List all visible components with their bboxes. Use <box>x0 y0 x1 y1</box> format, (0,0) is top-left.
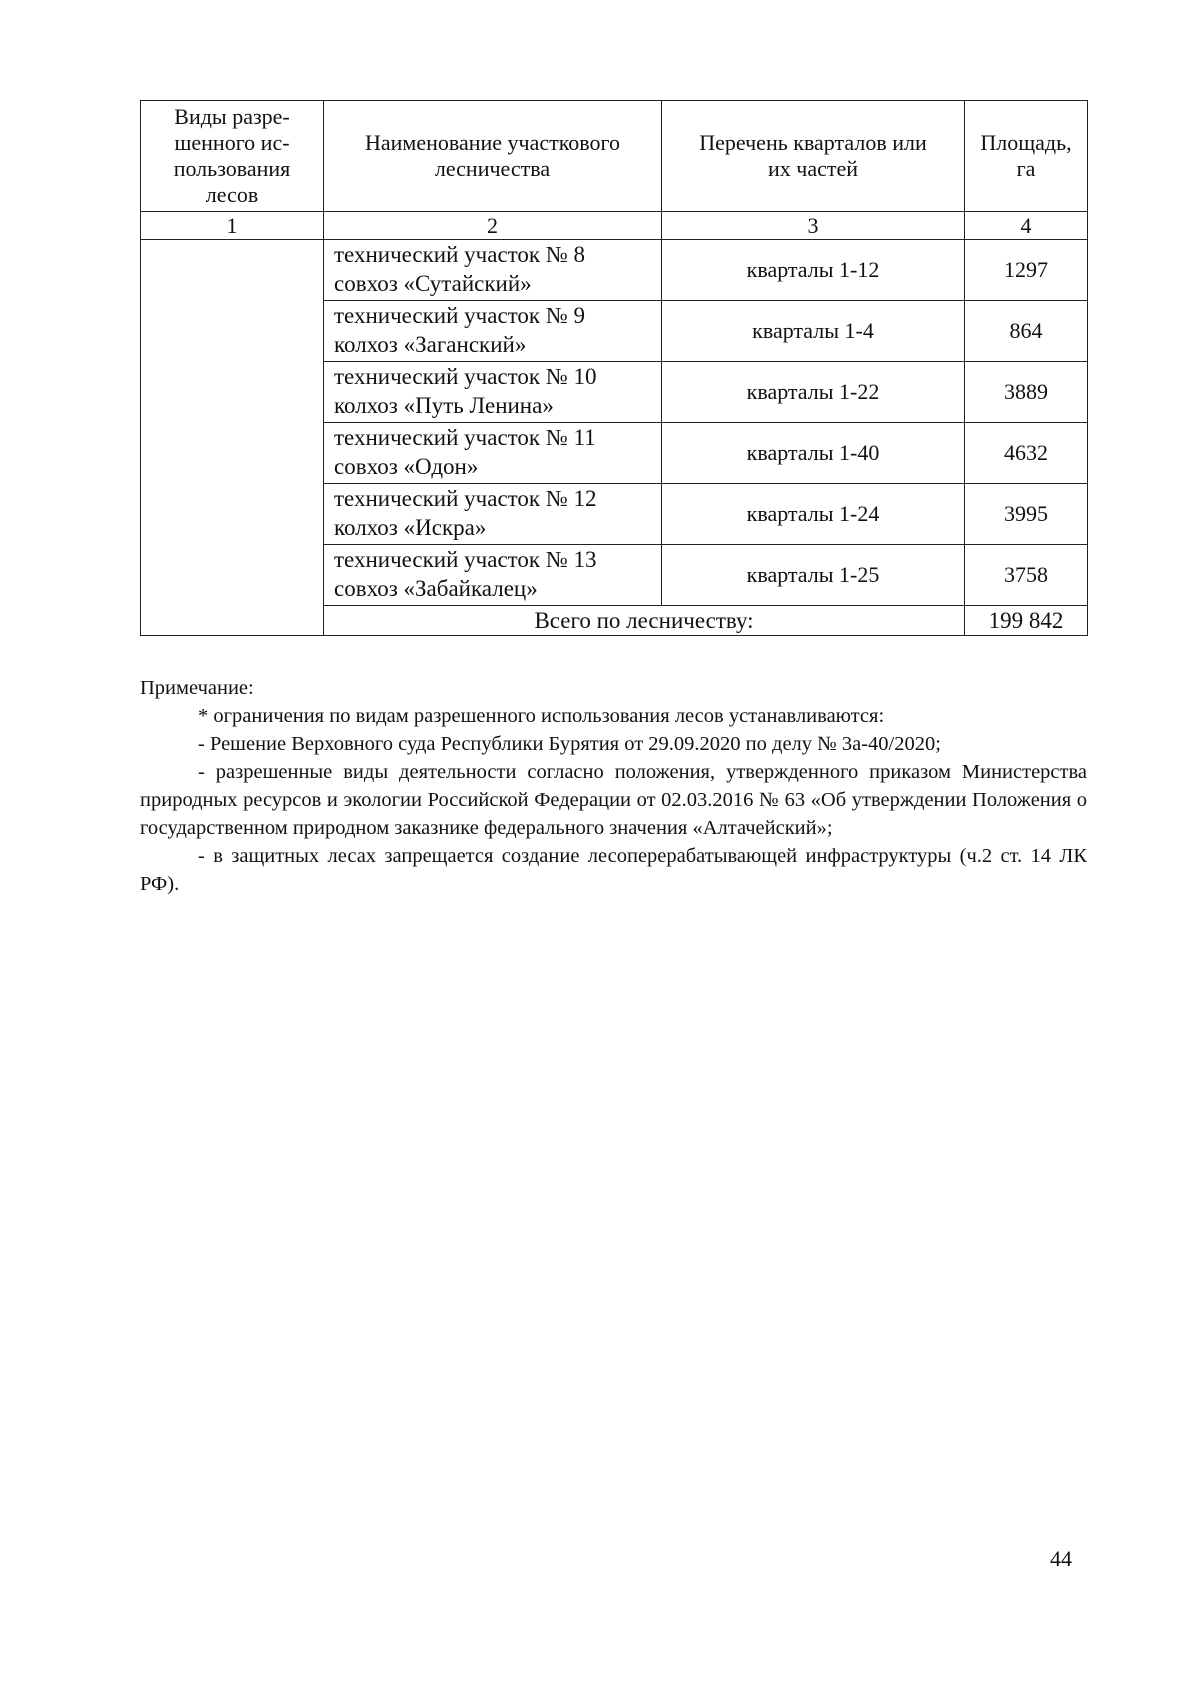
name-line: технический участок № 9 <box>334 303 586 328</box>
column-number: 4 <box>965 212 1088 240</box>
name-line: колхоз «Искра» <box>334 515 487 540</box>
quarters-cell: кварталы 1-22 <box>662 362 965 423</box>
area-cell: 3995 <box>965 484 1088 545</box>
note-item: - разрешенные виды деятельности согласно положения, утвержденного приказом Министерства природных ресурсов и экологии Российской Федерации от 02.03.2016 № 63 «Об утверждении Положения о государственном природном заказнике федерального значения «Алтачейский»; <box>140 761 1087 839</box>
header-line: пользования <box>173 156 291 181</box>
table-row <box>141 240 1088 301</box>
quarters-cell: кварталы 1-24 <box>662 484 965 545</box>
total-value: 199 842 <box>965 606 1088 636</box>
header-line: лесов <box>205 182 259 207</box>
name-line: технический участок № 11 <box>334 425 596 450</box>
use-type-cell <box>141 240 324 636</box>
header-line: шенного ис- <box>174 130 290 155</box>
area-cell: 3889 <box>965 362 1088 423</box>
total-label: Всего по лесничеству: <box>324 606 965 636</box>
area-cell: 3758 <box>965 545 1088 606</box>
quarters-cell: кварталы 1-4 <box>662 301 965 362</box>
forestry-name-cell <box>324 240 662 301</box>
name-line: совхоз «Одон» <box>334 454 479 479</box>
quarters-cell: кварталы 1-12 <box>662 240 965 301</box>
area-cell: 4632 <box>965 423 1088 484</box>
page-number: 44 <box>1050 1546 1072 1571</box>
name-line: технический участок № 13 <box>334 547 597 572</box>
note-item: - Решение Верховного суда Республики Бурятия от 29.09.2020 по делу № 3а-40/2020; <box>198 733 941 755</box>
header-quarters-list <box>662 101 965 212</box>
header-use-type <box>141 101 324 212</box>
quarters-cell: кварталы 1-25 <box>662 545 965 606</box>
header-line: Виды разре- <box>174 104 290 129</box>
header-area <box>965 101 1088 212</box>
name-line: технический участок № 12 <box>334 486 597 511</box>
header-line: их частей <box>767 156 859 181</box>
header-forestry-name <box>324 101 662 212</box>
forestry-name-cell <box>324 545 662 606</box>
area-cell: 1297 <box>965 240 1088 301</box>
area-cell: 864 <box>965 301 1088 362</box>
name-line: колхоз «Заганский» <box>334 332 527 357</box>
name-line: совхоз «Сутайский» <box>334 271 532 296</box>
header-line: Площадь, <box>980 130 1072 155</box>
name-line: совхоз «Забайкалец» <box>334 576 538 601</box>
header-line: лесничества <box>434 156 551 181</box>
note-item: * ограничения по видам разрешенного использования лесов устанавливаются: <box>198 705 885 727</box>
name-line: технический участок № 8 <box>334 242 586 267</box>
column-number: 2 <box>324 212 662 240</box>
column-number-row <box>141 212 1088 240</box>
quarters-cell: кварталы 1-40 <box>662 423 965 484</box>
forestry-name-cell <box>324 362 662 423</box>
notes-title: Примечание: <box>140 677 254 699</box>
forest-table <box>140 100 1088 636</box>
column-number: 1 <box>141 212 324 240</box>
header-line: Наименование участкового <box>364 130 621 155</box>
note-item: - в защитных лесах запрещается создание лесоперерабатывающей инфраструктуры (ч.2 ст. 14 ЛК РФ). <box>140 845 1087 895</box>
forestry-name-cell <box>324 484 662 545</box>
name-line: колхоз «Путь Ленина» <box>334 393 554 418</box>
name-line: технический участок № 10 <box>334 364 597 389</box>
header-line: га <box>1016 156 1036 181</box>
notes-section <box>140 674 1087 898</box>
table-header-row <box>141 101 1088 212</box>
column-number: 3 <box>662 212 965 240</box>
forestry-name-cell <box>324 301 662 362</box>
forestry-name-cell <box>324 423 662 484</box>
header-line: Перечень кварталов или <box>699 130 927 155</box>
